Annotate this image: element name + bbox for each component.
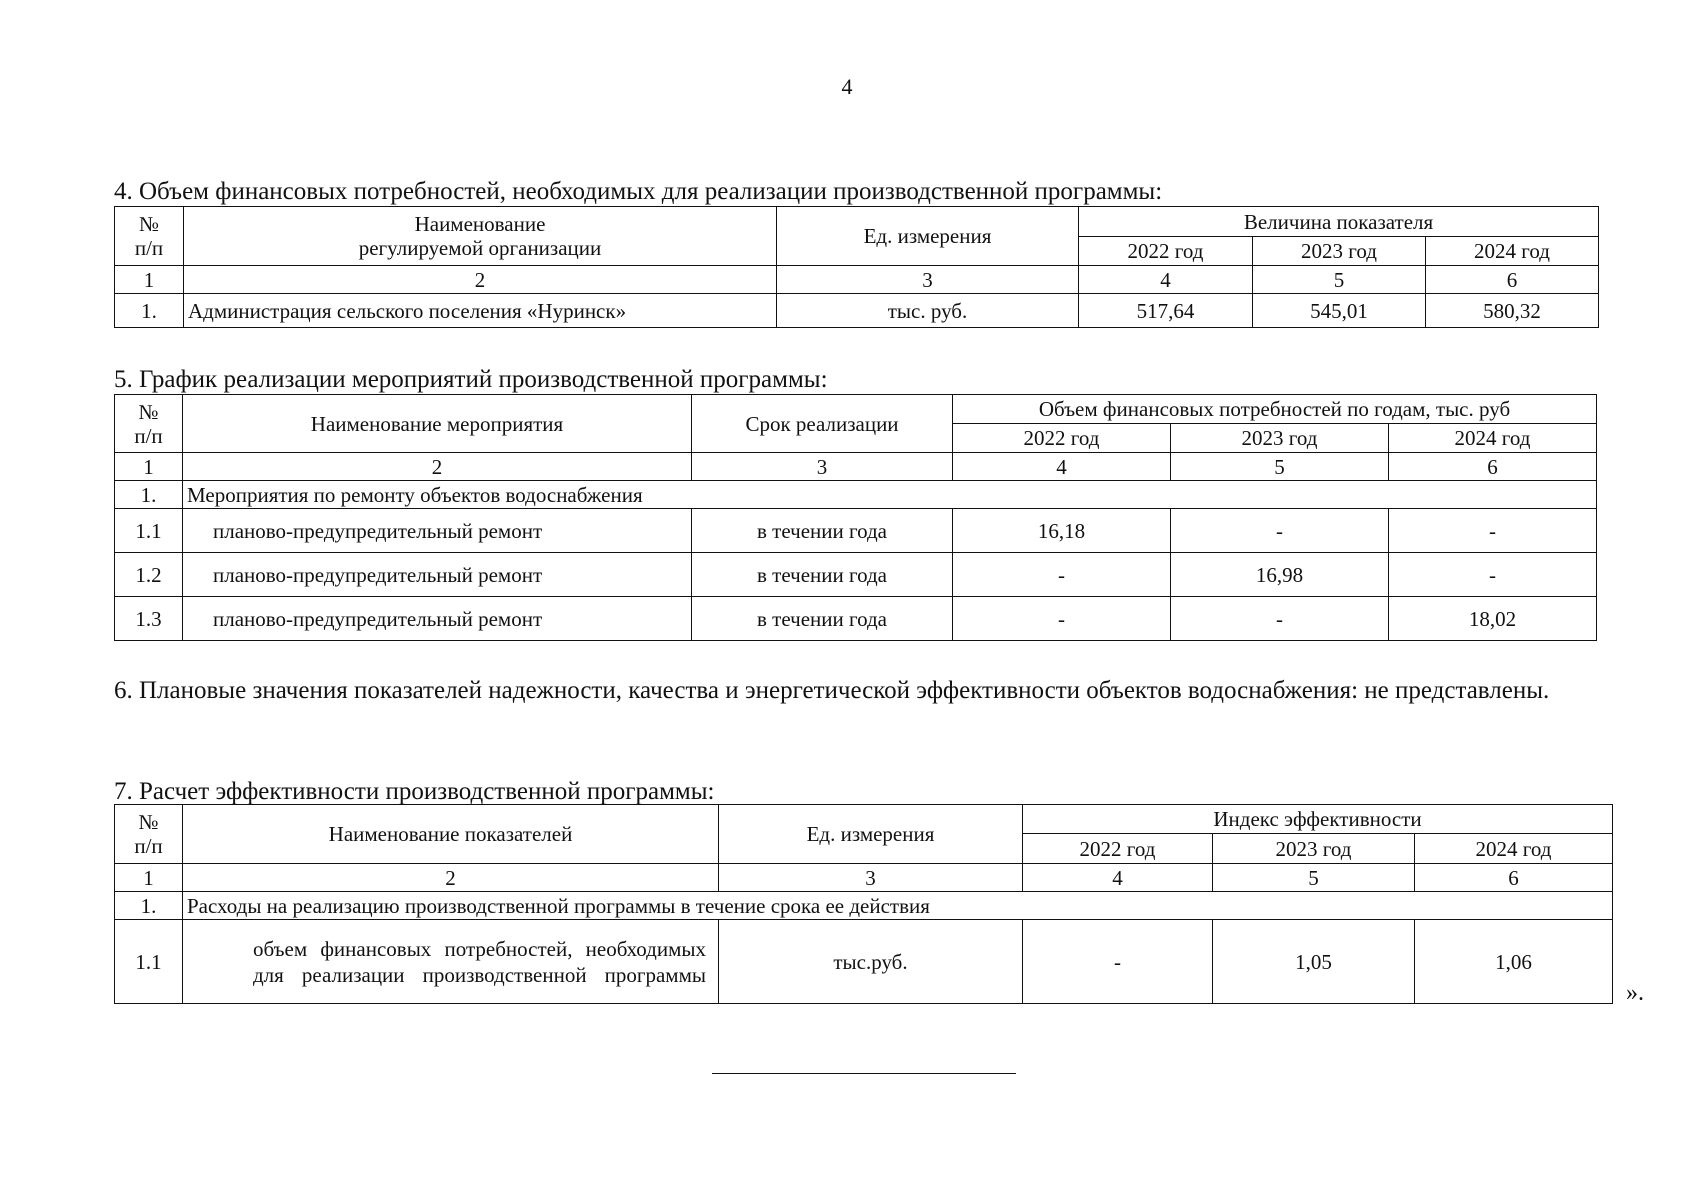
row-num: 1.2 bbox=[115, 553, 183, 597]
header-term: Срок реализации bbox=[692, 395, 953, 453]
bottom-rule bbox=[712, 1073, 1016, 1074]
table-row bbox=[115, 920, 1613, 1004]
row-value-2023: 545,01 bbox=[1253, 294, 1426, 328]
header-value-group: Объем финансовых потребностей по годам, тыс. руб bbox=[953, 395, 1597, 424]
table-row bbox=[115, 553, 1597, 597]
row-value-2023: - bbox=[1171, 597, 1389, 641]
header-activity-name: Наименование мероприятия bbox=[183, 395, 692, 453]
col-number: 3 bbox=[777, 266, 1079, 294]
row-value-2022: - bbox=[953, 597, 1171, 641]
col-number: 5 bbox=[1253, 266, 1426, 294]
col-number: 4 bbox=[1079, 266, 1253, 294]
col-number: 1 bbox=[115, 266, 184, 294]
header-year-2022: 2022 год bbox=[1079, 237, 1253, 266]
header-year-2024: 2024 год bbox=[1426, 237, 1599, 266]
header-num: № п/п bbox=[115, 207, 184, 266]
table-row bbox=[115, 597, 1597, 641]
col-number: 3 bbox=[692, 453, 953, 481]
col-number: 6 bbox=[1415, 864, 1613, 892]
header-unit: Ед. измерения bbox=[719, 805, 1023, 864]
header-unit: Ед. измерения bbox=[777, 207, 1079, 266]
row-unit: тыс.руб. bbox=[719, 920, 1023, 1004]
efficiency-table bbox=[114, 804, 1613, 1004]
col-number: 5 bbox=[1213, 864, 1415, 892]
row-value-2022: - bbox=[1023, 920, 1213, 1004]
row-value-2024: 18,02 bbox=[1389, 597, 1597, 641]
col-number: 4 bbox=[1023, 864, 1213, 892]
closing-quote: ». bbox=[1626, 980, 1644, 1006]
header-year-2022: 2022 год bbox=[953, 424, 1171, 453]
header-year-2024: 2024 год bbox=[1415, 834, 1613, 864]
table-group-row bbox=[115, 481, 1597, 509]
financial-needs-table bbox=[114, 206, 1599, 328]
header-value-group: Величина показателя bbox=[1079, 207, 1599, 237]
header-organization-name: Наименование регулируемой организации bbox=[184, 207, 777, 266]
table-group-row bbox=[115, 892, 1613, 920]
header-year-2024: 2024 год bbox=[1389, 424, 1597, 453]
col-number: 2 bbox=[183, 453, 692, 481]
group-name: Расходы на реализацию производственной программы в течение срока ее действия bbox=[183, 892, 1613, 920]
row-value-2023: - bbox=[1171, 509, 1389, 553]
col-number: 5 bbox=[1171, 453, 1389, 481]
row-value-2023: 16,98 bbox=[1171, 553, 1389, 597]
section-7-heading: 7. Расчет эффективности производственной программы: bbox=[114, 778, 715, 805]
table-row bbox=[115, 294, 1599, 328]
col-number: 4 bbox=[953, 453, 1171, 481]
row-num: 1.1 bbox=[115, 920, 183, 1004]
row-value-2022: 16,18 bbox=[953, 509, 1171, 553]
group-num: 1. bbox=[115, 481, 183, 509]
row-unit: тыс. руб. bbox=[777, 294, 1079, 328]
col-number: 2 bbox=[183, 864, 719, 892]
row-value-2024: 580,32 bbox=[1426, 294, 1599, 328]
row-activity-name: планово-предупредительный ремонт bbox=[183, 553, 692, 597]
row-term: в течении года bbox=[692, 597, 953, 641]
header-indicator-name: Наименование показателей bbox=[183, 805, 719, 864]
section-5-heading: 5. График реализации мероприятий производственной программы: bbox=[114, 366, 828, 393]
row-value-2024: 1,06 bbox=[1415, 920, 1613, 1004]
header-year-2023: 2023 год bbox=[1171, 424, 1389, 453]
row-num: 1. bbox=[115, 294, 184, 328]
schedule-table bbox=[114, 394, 1597, 641]
header-num: № п/п bbox=[115, 395, 183, 453]
col-number: 6 bbox=[1389, 453, 1597, 481]
row-num: 1.3 bbox=[115, 597, 183, 641]
row-indicator-name: объем финансовых потребностей, необходимых для реализации производственной программы bbox=[183, 920, 719, 1004]
section-4-heading: 4. Объем финансовых потребностей, необходимых для реализации производственной программы: bbox=[114, 178, 1163, 205]
header-year-2023: 2023 год bbox=[1213, 834, 1415, 864]
row-organization-name: Администрация сельского поселения «Нуринск» bbox=[184, 294, 777, 328]
col-number: 1 bbox=[115, 453, 183, 481]
row-activity-name: планово-предупредительный ремонт bbox=[183, 597, 692, 641]
group-name: Мероприятия по ремонту объектов водоснабжения bbox=[183, 481, 1597, 509]
header-year-2022: 2022 год bbox=[1023, 834, 1213, 864]
header-num: № п/п bbox=[115, 805, 183, 864]
row-activity-name: планово-предупредительный ремонт bbox=[183, 509, 692, 553]
table-row bbox=[115, 509, 1597, 553]
header-year-2023: 2023 год bbox=[1253, 237, 1426, 266]
section-6-paragraph: 6. Плановые значения показателей надежности, качества и энергетической эффективности объектов водоснабжения: не представлены. bbox=[114, 677, 1550, 704]
group-num: 1. bbox=[115, 892, 183, 920]
row-term: в течении года bbox=[692, 553, 953, 597]
row-value-2023: 1,05 bbox=[1213, 920, 1415, 1004]
row-value-2024: - bbox=[1389, 553, 1597, 597]
col-number: 2 bbox=[184, 266, 777, 294]
row-value-2022: 517,64 bbox=[1079, 294, 1253, 328]
row-value-2022: - bbox=[953, 553, 1171, 597]
page-number: 4 bbox=[841, 74, 853, 99]
col-number: 1 bbox=[115, 864, 183, 892]
row-num: 1.1 bbox=[115, 509, 183, 553]
row-term: в течении года bbox=[692, 509, 953, 553]
col-number: 3 bbox=[719, 864, 1023, 892]
header-value-group: Индекс эффективности bbox=[1023, 805, 1613, 834]
row-value-2024: - bbox=[1389, 509, 1597, 553]
col-number: 6 bbox=[1426, 266, 1599, 294]
